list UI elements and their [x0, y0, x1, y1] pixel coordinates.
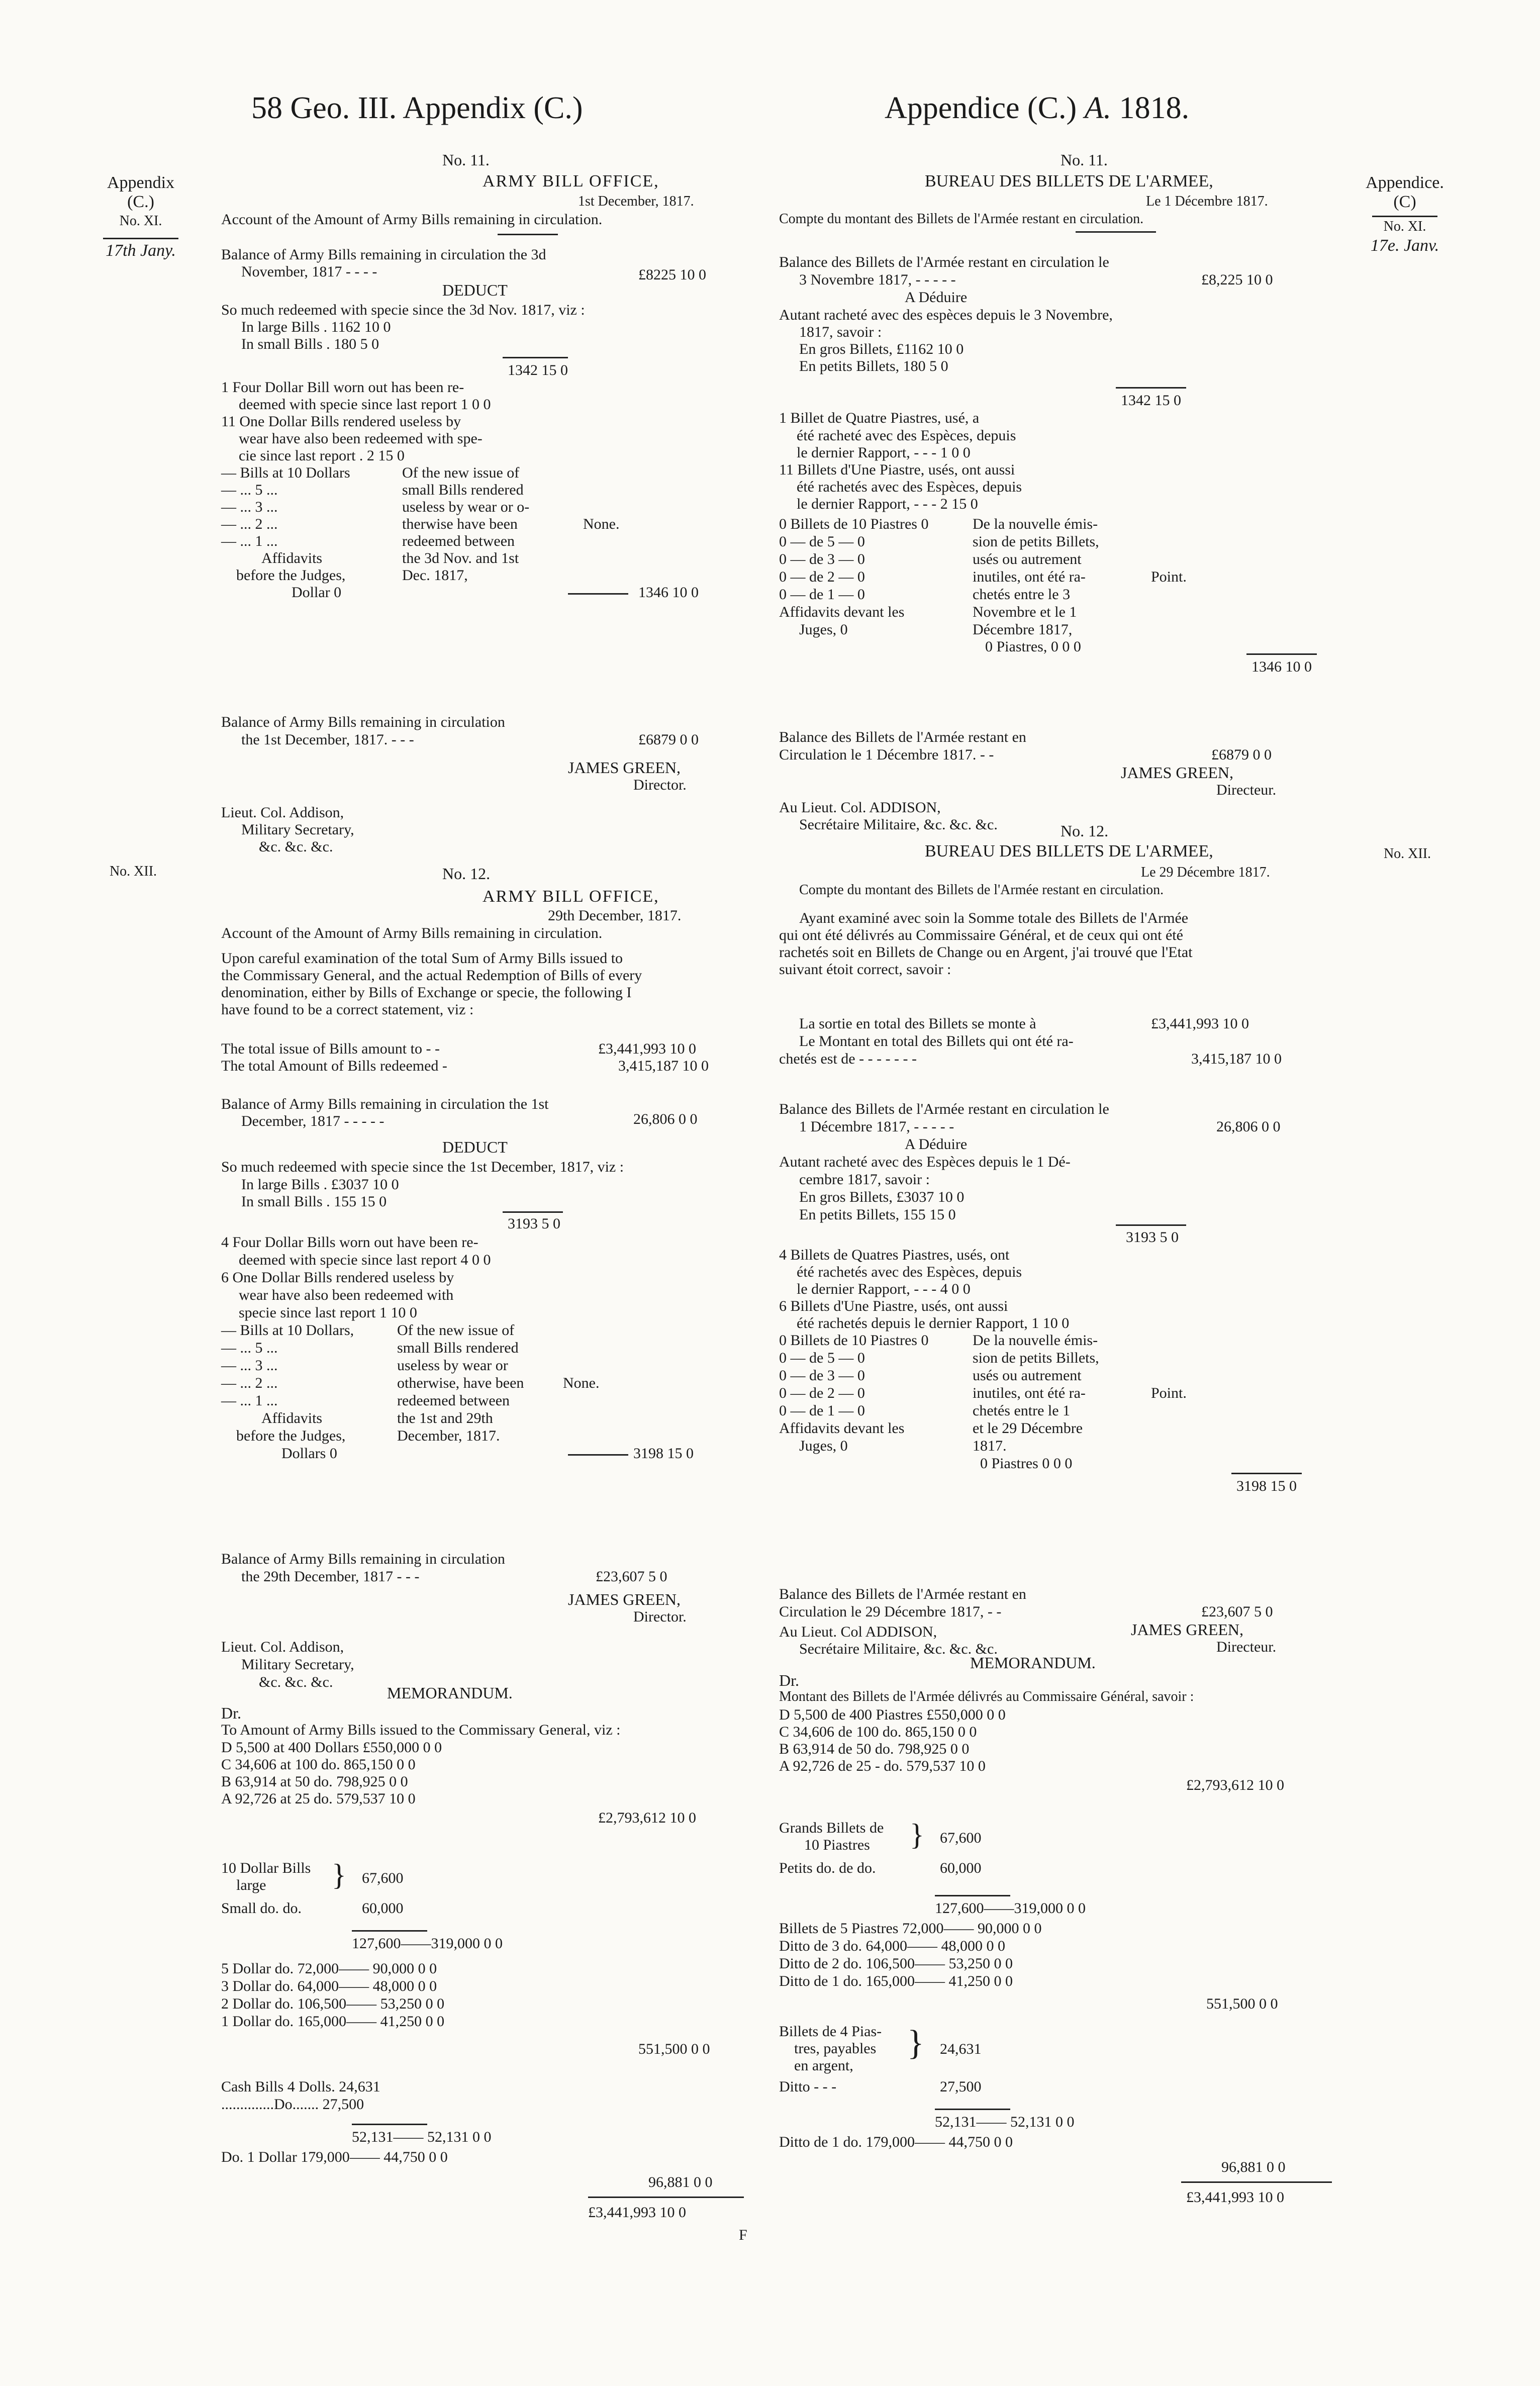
memo-127600: 127,600——319,000 0 0	[352, 1935, 503, 1952]
page-title-right-letter: A.	[1084, 91, 1112, 125]
text-line: 2 Dollar do. 106,500—— 53,250 0 0	[221, 1995, 445, 2012]
text-line: Ayant examiné avec soin la Somme totale des Billets de l'Armée	[799, 910, 1189, 926]
text-line: Novembre et le 1	[973, 604, 1077, 620]
text-line: Military Secretary,	[241, 1656, 354, 1673]
text-line: Balance of Army Bills remaining in circulation	[221, 1551, 505, 1567]
text-line: 1342 15 0	[1121, 392, 1181, 409]
text-line: De la nouvelle émis-	[973, 516, 1098, 532]
total-redeemed: 3,415,187 10 0	[618, 1058, 709, 1074]
text-line: B 63,914 at 50 do. 798,925 0 0	[221, 1773, 408, 1790]
text-line: — ... 3 ...	[221, 499, 278, 515]
memo-127600: 127,600——319,000 0 0	[935, 1900, 1086, 1917]
section-date: Le 1 Décembre 1817.	[1146, 194, 1268, 209]
sidenote-date-right: 17e. Janv.	[1370, 236, 1439, 255]
section-subtitle: Account of the Amount of Army Bills remaining in circulation.	[221, 925, 603, 941]
text-line: sion de petits Billets,	[973, 1350, 1099, 1366]
text-line: Autant racheté avec des espèces depuis le 3 Novembre,	[779, 307, 1113, 323]
none-label: None.	[563, 1375, 600, 1391]
text-line: 0 — de 2 — 0	[779, 1385, 865, 1401]
signature-name: JAMES GREEN,	[568, 758, 681, 777]
section-divider	[1076, 231, 1156, 233]
sidenote-c: (C.)	[127, 193, 154, 211]
text-line: été rachetés avec des Espèces, depuis	[797, 1264, 1022, 1280]
subtotal-rule	[1116, 1224, 1186, 1226]
text-line: 1346 10 0	[1252, 658, 1312, 675]
text-line: deemed with specie since last report 1 0 0	[239, 396, 491, 413]
subtotal-rule	[503, 1211, 563, 1213]
text-line: Juges, 0	[799, 621, 848, 638]
deduct-heading: DEDUCT	[442, 1138, 508, 1156]
section-date: 29th December, 1817.	[548, 907, 682, 924]
signature-name: JAMES GREEN,	[1131, 1620, 1244, 1639]
signature-name: JAMES GREEN,	[1121, 763, 1234, 782]
text-line: In small Bills . 155 15 0	[241, 1193, 387, 1210]
text-line: So much redeemed with specie since the 1st December, 1817, viz :	[221, 1159, 624, 1175]
text-line: 0 Billets de 10 Piastres 0	[779, 516, 929, 532]
section-number: No. 11.	[442, 151, 490, 169]
memo-total3: 96,881 0 0	[648, 2174, 713, 2190]
text-line: 3 Dollar do. 64,000—— 48,000 0 0	[221, 1978, 437, 1994]
page-title-right	[885, 90, 1189, 126]
text-line: Juges, 0	[799, 1438, 848, 1454]
subtotal-rule	[568, 1454, 628, 1456]
text-line: 1 Décembre 1817, - - - - -	[799, 1118, 954, 1135]
memo-67600: 67,600	[362, 1870, 404, 1886]
page-title-right-year: 1818.	[1119, 91, 1190, 125]
text-line: Balance des Billets de l'Armée restant en circulation le	[779, 254, 1109, 270]
point-label: Point.	[1151, 1385, 1187, 1401]
memo-ditto: Ditto - - -	[779, 2078, 837, 2095]
text-line: In large Bills . £3037 10 0	[241, 1176, 399, 1193]
text-line: sion de petits Billets,	[973, 533, 1099, 550]
text-line: before the Judges,	[236, 1427, 346, 1444]
text-line: En gros Billets, £3037 10 0	[799, 1189, 965, 1205]
text-line: Balance of Army Bills remaining in circulation the 1st	[221, 1096, 549, 1112]
sidenote-left-no12: No. XII.	[109, 864, 157, 879]
text-line: chetés entre le 1	[973, 1402, 1071, 1419]
sidenote-c-right: (C)	[1393, 193, 1416, 211]
text-line: 0 — de 1 — 0	[779, 1402, 865, 1419]
text-line: small Bills rendered	[402, 482, 524, 498]
text-line: 5 Dollar do. 72,000—— 90,000 0 0	[221, 1960, 437, 1977]
text-line: 3198 15 0	[633, 1445, 694, 1462]
text-line: — ... 1 ...	[221, 533, 278, 549]
text-line: Autant racheté avec des Espèces depuis le 1 Dé-	[779, 1154, 1071, 1170]
text-line: En petits Billets, 155 15 0	[799, 1206, 956, 1223]
text-line: cie since last report . 2 15 0	[239, 447, 405, 464]
memo-dr: Dr.	[779, 1671, 799, 1689]
text-line: Lieut. Col. Addison,	[221, 1639, 344, 1655]
signature-mark: F	[739, 2227, 747, 2243]
memo-total2: 551,500 0 0	[1206, 1995, 1278, 2012]
memo-total2: 551,500 0 0	[638, 2041, 710, 2057]
text-line: Ditto de 1 do. 165,000—— 41,250 0 0	[779, 1973, 1013, 1989]
text-line: Director.	[633, 777, 687, 793]
text-line: small Bills rendered	[397, 1340, 519, 1356]
text-line: — ... 1 ...	[221, 1392, 278, 1409]
balance-amount-final: £23,607 5 0	[1201, 1603, 1273, 1620]
text-line: deemed with specie since last report 4 0 0	[239, 1252, 491, 1268]
subtotal-rule	[1231, 1473, 1302, 1474]
section-number: No. 12.	[1061, 822, 1109, 840]
sidenote-brace	[103, 238, 178, 239]
text-line: Of the new issue of	[402, 464, 520, 481]
text-line: 1 Dollar do. 165,000—— 41,250 0 0	[221, 2013, 445, 2030]
text-line: Directeur.	[1216, 782, 1277, 798]
text-line: La sortie en total des Billets se monte à	[799, 1015, 1036, 1032]
section-subtitle: Account of the Amount of Army Bills remaining in circulation.	[221, 211, 603, 228]
memo-grand: £3,441,993 10 0	[588, 2204, 686, 2221]
memo-rule3	[588, 2197, 744, 2198]
memo-cash: Cash Bills 4 Dolls. 24,631	[221, 2078, 380, 2095]
text-line: the 1st and 29th	[397, 1410, 493, 1426]
total-issue: £3,441,993 10 0	[598, 1040, 696, 1057]
office-heading: BUREAU DES BILLETS DE L'ARMEE,	[925, 842, 1213, 861]
memo-24631: 24,631	[940, 2041, 982, 2057]
section-date: Le 29 Décembre 1817.	[1141, 865, 1270, 880]
text-line: D 5,500 at 400 Dollars £550,000 0 0	[221, 1739, 442, 1756]
memo-brace: }	[910, 1818, 924, 1851]
subtotal-rule	[1246, 653, 1317, 655]
text-line: Affidavits devant les	[779, 604, 905, 620]
text-line: — ... 5 ...	[221, 482, 278, 498]
text-line: suivant étoit correct, savoir :	[779, 961, 951, 978]
text-line: 4 Billets de Quatres Piastres, usés, ont	[779, 1247, 1010, 1263]
text-line: C 34,606 de 100 do. 865,150 0 0	[779, 1724, 977, 1740]
text-line: 0 Piastres, 0 0 0	[985, 638, 1081, 655]
deduct-heading: A Déduire	[905, 289, 968, 306]
text-line: En gros Billets, £1162 10 0	[799, 341, 964, 357]
text-line: 0 — de 3 — 0	[779, 551, 865, 567]
text-line: 0 — de 5 — 0	[779, 1350, 865, 1366]
total-redeemed: 3,415,187 10 0	[1191, 1051, 1282, 1067]
text-line: cembre 1817, savoir :	[799, 1171, 930, 1188]
text-line: inutiles, ont été ra-	[973, 1385, 1086, 1401]
memo-b4c: en argent,	[794, 2057, 853, 2074]
sidenote-appendice: Appendice.	[1366, 173, 1444, 192]
memo-title: MEMORANDUM.	[387, 1684, 513, 1702]
point-label: Point.	[1151, 568, 1187, 585]
section-divider	[498, 234, 558, 235]
text-line: denomination, either by Bills of Exchange or specie, the following I	[221, 984, 632, 1001]
text-line: the 29th December, 1817 - - -	[241, 1568, 420, 1585]
text-line: été rachetés depuis le dernier Rapport, 1 10 0	[797, 1315, 1070, 1331]
subtotal-rule	[1116, 387, 1186, 389]
text-line: 3193 5 0	[1126, 1229, 1179, 1246]
text-line: Billets de 5 Piastres 72,000—— 90,000 0 0	[779, 1920, 1042, 1937]
text-line: Military Secretary,	[241, 821, 354, 838]
text-line: wear have also been redeemed with spe-	[239, 430, 483, 447]
text-line: le dernier Rapport, - - - 1 0 0	[797, 444, 971, 461]
balance-amount: £8225 10 0	[638, 266, 706, 283]
text-line: &c. &c. &c.	[259, 838, 333, 855]
text-line: Circulation le 1 Décembre 1817. - -	[779, 746, 994, 763]
text-line: été racheté avec des Espèces, depuis	[797, 427, 1016, 444]
memo-total1: £2,793,612 10 0	[1186, 1777, 1284, 1793]
balance-amount-final: £6879 0 0	[1211, 746, 1272, 763]
text-line: Balance des Billets de l'Armée restant en	[779, 1586, 1026, 1602]
text-line: 4 Four Dollar Bills worn out have been re-	[221, 1234, 478, 1251]
text-line: — ... 2 ...	[221, 1375, 278, 1391]
text-line: 0 — de 3 — 0	[779, 1367, 865, 1384]
text-line: le dernier Rapport, - - - 4 0 0	[797, 1281, 971, 1297]
memo-rule3	[1181, 2181, 1332, 2183]
memo-cash-do: ..............Do....... 27,500	[221, 2096, 364, 2113]
text-line: 1817.	[973, 1438, 1007, 1454]
text-line: C 34,606 at 100 do. 865,150 0 0	[221, 1756, 416, 1773]
text-line: — ... 5 ...	[221, 1340, 278, 1356]
deduct-heading: A Déduire	[905, 1136, 968, 1153]
text-line: En petits Billets, 180 5 0	[799, 358, 948, 374]
deduct-heading: DEDUCT	[442, 281, 508, 299]
memo-do1: Do. 1 Dollar 179,000—— 44,750 0 0	[221, 2149, 448, 2165]
memo-small-do: Small do. do.	[221, 1900, 302, 1917]
sidenote-right-no12: No. XII.	[1383, 846, 1431, 862]
text-line: 0 — de 2 — 0	[779, 568, 865, 585]
section-number: No. 12.	[442, 865, 491, 883]
text-line: Balance des Billets de l'Armée restant en	[779, 729, 1026, 745]
memo-total1: £2,793,612 10 0	[598, 1809, 696, 1826]
text-line: 3198 15 0	[1236, 1478, 1297, 1494]
sidenote-date: 17th Jany.	[106, 241, 176, 260]
sidenote-left	[83, 173, 199, 260]
text-line: usés ou autrement	[973, 551, 1082, 567]
text-line: 11 One Dollar Bills rendered useless by	[221, 413, 461, 430]
text-line: Secrétaire Militaire, &c. &c. &c.	[799, 816, 998, 833]
text-line: have found to be a correct statement, viz :	[221, 1001, 474, 1018]
memo-intro: To Amount of Army Bills issued to the Commissary General, viz :	[221, 1722, 621, 1738]
text-line: 0 — de 1 — 0	[779, 586, 865, 603]
memo-brace: }	[332, 1858, 346, 1891]
text-line: A 92,726 de 25 - do. 579,537 10 0	[779, 1758, 986, 1774]
office-heading: ARMY BILL OFFICE,	[483, 172, 659, 190]
signature-name: JAMES GREEN,	[568, 1590, 681, 1608]
text-line: The total issue of Bills amount to - -	[221, 1040, 440, 1057]
memo-grand: £3,441,993 10 0	[1186, 2189, 1284, 2206]
text-line: 1342 15 0	[508, 362, 568, 378]
text-line: November, 1817 - - - -	[241, 263, 377, 280]
text-line: Ditto de 3 do. 64,000—— 48,000 0 0	[779, 1938, 1005, 1954]
text-line: Secrétaire Militaire, &c. &c. &c.	[799, 1641, 998, 1657]
text-line: In small Bills . 180 5 0	[241, 336, 379, 352]
text-line: So much redeemed with specie since the 3d Nov. 1817, viz :	[221, 302, 585, 318]
memo-title: MEMORANDUM.	[970, 1654, 1096, 1672]
text-line: 1 Billet de Quatre Piastres, usé, a	[779, 410, 980, 426]
text-line: De la nouvelle émis-	[973, 1332, 1098, 1349]
memo-total3: 96,881 0 0	[1221, 2159, 1286, 2175]
text-line: D 5,500 de 400 Piastres £550,000 0 0	[779, 1706, 1006, 1723]
memo-rule	[935, 1895, 1010, 1896]
text-line: et le 29 Décembre	[973, 1420, 1083, 1437]
page-title-left: 58 Geo. III. Appendix (C.)	[251, 91, 583, 125]
text-line: 11 Billets d'Une Piastre, usés, ont aussi	[779, 461, 1015, 478]
text-line: wear have also been redeemed with	[239, 1287, 454, 1303]
text-line: Of the new issue of	[397, 1322, 515, 1339]
section-subtitle: Compte du montant des Billets de l'Armée restant en circulation.	[799, 882, 1164, 898]
memo-dr: Dr.	[221, 1704, 241, 1722]
text-line: — ... 3 ...	[221, 1357, 278, 1374]
balance-amount: 26,806 0 0	[1216, 1118, 1281, 1135]
text-line: the 3d Nov. and 1st	[402, 550, 519, 566]
memo-brace2: }	[907, 2024, 924, 2062]
text-line: Le Montant en total des Billets qui ont été ra-	[799, 1033, 1074, 1049]
text-line: Balance of Army Bills remaining in circulation	[221, 714, 505, 730]
sidenote-right	[1347, 173, 1463, 255]
memo-60000: 60,000	[940, 1860, 982, 1876]
memo-rule	[352, 1930, 427, 1932]
memo-52131: 52,131—— 52,131 0 0	[352, 2129, 492, 2145]
text-line: specie since last report 1 10 0	[239, 1304, 417, 1321]
text-line: Balance des Billets de l'Armée restant en circulation le	[779, 1101, 1109, 1117]
text-line: Balance of Army Bills remaining in circulation the 3d	[221, 246, 546, 263]
page-title-right-prefix: Appendice (C.)	[885, 91, 1077, 125]
text-line: useless by wear or o-	[402, 499, 530, 515]
text-line: le dernier Rapport, - - - 2 15 0	[797, 496, 978, 512]
text-line: December, 1817.	[397, 1427, 500, 1444]
balance-amount-final: £23,607 5 0	[596, 1568, 667, 1585]
text-line: Dec. 1817,	[402, 567, 468, 584]
text-line: usés ou autrement	[973, 1367, 1082, 1384]
text-line: 6 One Dollar Bills rendered useless by	[221, 1269, 454, 1286]
section-subtitle: Compte du montant des Billets de l'Armée restant en circulation.	[779, 211, 1144, 227]
text-line: 1817, savoir :	[799, 324, 882, 340]
text-line: 1346 10 0	[638, 584, 699, 601]
sidenote-no-right: No. XI.	[1383, 219, 1426, 234]
memo-ten-dollar: 10 Dollar Bills	[221, 1860, 311, 1876]
section-date: 1st December, 1817.	[578, 194, 694, 209]
balance-amount: 26,806 0 0	[633, 1111, 698, 1127]
memo-grands: Grands Billets de	[779, 1820, 884, 1836]
text-line: qui ont été délivrés au Commissaire Général, et de ceux qui ont été	[779, 927, 1183, 943]
text-line: Décembre 1817,	[973, 621, 1073, 638]
text-line: rachetés soit en Billets de Change ou en Argent, j'ai trouvé que l'Etat	[779, 944, 1193, 961]
subtotal-rule	[503, 357, 568, 358]
memo-rule2	[352, 2124, 427, 2125]
text-line: Affidavits devant les	[779, 1420, 905, 1437]
text-line: Director.	[633, 1608, 687, 1625]
text-line: été rachetés avec des Espèces, depuis	[797, 479, 1022, 495]
text-line: redeemed between	[402, 533, 515, 549]
text-line: Affidavits	[261, 550, 323, 566]
memo-ditto1: Ditto de 1 do. 179,000—— 44,750 0 0	[779, 2134, 1013, 2150]
text-line: 0 — de 5 — 0	[779, 533, 865, 550]
subtotal-rule	[568, 593, 628, 595]
memo-large: large	[236, 1877, 266, 1893]
text-line: redeemed between	[397, 1392, 510, 1409]
text-line: Upon careful examination of the total Sum of Army Bills issued to	[221, 950, 623, 967]
text-line: inutiles, ont été ra-	[973, 568, 1086, 585]
memo-27500: 27,500	[940, 2078, 982, 2095]
text-line: Au Lieut. Col ADDISON,	[779, 1624, 937, 1640]
balance-amount: £8,225 10 0	[1201, 271, 1273, 288]
text-line: Circulation le 29 Décembre 1817, - -	[779, 1603, 1002, 1620]
text-line: Directeur.	[1216, 1639, 1277, 1655]
text-line: Affidavits	[261, 1410, 323, 1426]
text-line: B 63,914 de 50 do. 798,925 0 0	[779, 1741, 970, 1757]
balance-amount-final: £6879 0 0	[638, 731, 699, 748]
text-line: chetés est de - - - - - - -	[779, 1051, 917, 1067]
memo-grands2: 10 Piastres	[804, 1837, 870, 1853]
text-line: A 92,726 at 25 do. 579,537 10 0	[221, 1790, 416, 1807]
text-line: 3193 5 0	[508, 1215, 560, 1232]
office-heading: ARMY BILL OFFICE,	[483, 887, 659, 906]
total-issue: £3,441,993 10 0	[1151, 1015, 1249, 1032]
text-line: &c. &c. &c.	[259, 1674, 333, 1690]
text-line: 0 Piastres 0 0 0	[980, 1455, 1073, 1472]
memo-petits: Petits do. de do.	[779, 1860, 876, 1876]
memo-52131: 52,131—— 52,131 0 0	[935, 2114, 1075, 2130]
sidenote-no: No. XI.	[119, 213, 162, 229]
text-line: before the Judges,	[236, 567, 346, 584]
sidenote-appendix: Appendix	[107, 173, 175, 192]
text-line: Dollar 0	[292, 584, 342, 601]
memo-67600: 67,600	[940, 1830, 982, 1846]
text-line: In large Bills . 1162 10 0	[241, 319, 391, 335]
none-label: None.	[583, 516, 620, 532]
text-line: — Bills at 10 Dollars,	[221, 1322, 354, 1339]
text-line: — Bills at 10 Dollars	[221, 464, 350, 481]
office-heading: BUREAU DES BILLETS DE L'ARMEE,	[925, 172, 1213, 190]
text-line: December, 1817 - - - - -	[241, 1113, 384, 1129]
text-line: therwise have been	[402, 516, 518, 532]
text-line: chetés entre le 3	[973, 586, 1071, 603]
memo-intro: Montant des Billets de l'Armée délivrés au Commissaire Général, savoir :	[779, 1689, 1194, 1704]
text-line: the Commissary General, and the actual Redemption of Bills of every	[221, 967, 642, 984]
memo-b4b: tres, payables	[794, 2040, 877, 2057]
text-line: otherwise, have been	[397, 1375, 524, 1391]
section-number: No. 11.	[1061, 151, 1108, 169]
memo-rule2	[935, 2109, 1010, 2110]
text-line: 3 Novembre 1817, - - - - -	[799, 271, 956, 288]
text-line: Au Lieut. Col. ADDISON,	[779, 799, 941, 816]
text-line: 1 Four Dollar Bill worn out has been re-	[221, 379, 464, 396]
text-line: the 1st December, 1817. - - -	[241, 731, 414, 748]
memo-60000: 60,000	[362, 1900, 404, 1917]
text-line: Lieut. Col. Addison,	[221, 804, 344, 821]
text-line: Dollars 0	[281, 1445, 337, 1462]
text-line: — ... 2 ...	[221, 516, 278, 532]
memo-b4a: Billets de 4 Pias-	[779, 2023, 882, 2040]
text-line: Ditto de 2 do. 106,500—— 53,250 0 0	[779, 1955, 1013, 1972]
text-line: 0 Billets de 10 Piastres 0	[779, 1332, 929, 1349]
text-line: useless by wear or	[397, 1357, 508, 1374]
text-line: 6 Billets d'Une Piastre, usés, ont aussi	[779, 1298, 1008, 1314]
text-line: The total Amount of Bills redeemed -	[221, 1058, 447, 1074]
